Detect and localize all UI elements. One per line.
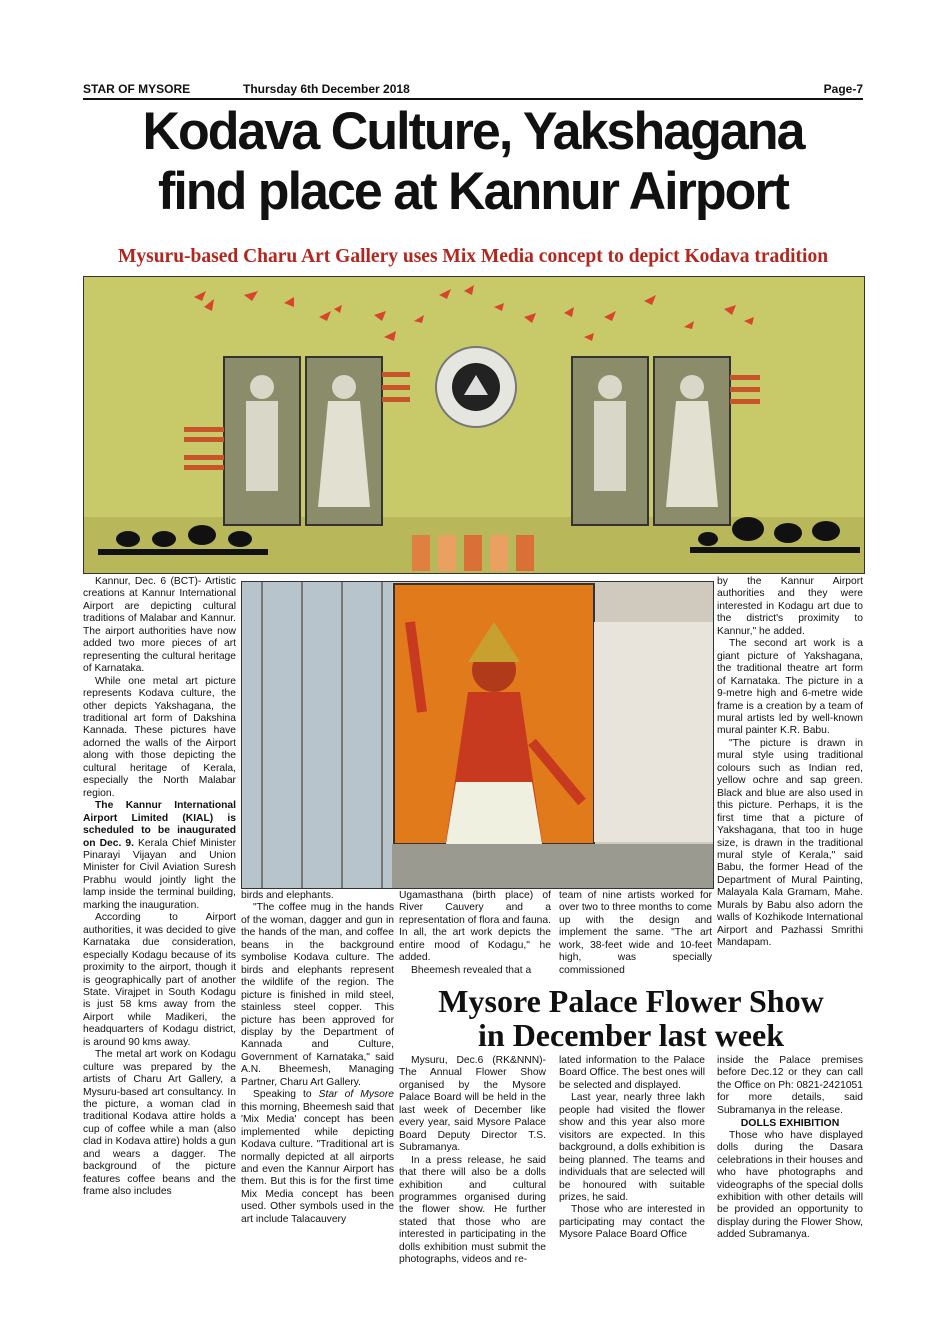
main-story-column-4 bbox=[559, 890, 712, 977]
main-headline-line1: Kodava Culture, Yakshagana bbox=[142, 102, 804, 161]
main-subheadline: Mysuru-based Charu Art Gallery uses Mix Media concept to depict Kodava tradition bbox=[117, 246, 829, 267]
paragraph: by the Kannur Airport authorities and they were interested in Kodagu art due to the district's proximity to Kannur," he added. bbox=[717, 576, 863, 637]
masthead bbox=[83, 80, 863, 98]
issue-date: Thursday 6th December 2018 bbox=[243, 82, 410, 96]
paragraph: Those who have displayed dolls during the Dasara celebrations in their houses and who have photographs and videographs of the special dolls exhibition with other details will be provided an opportunity to display during the Flower Show, added Subramanya. bbox=[717, 1129, 863, 1241]
paragraph: According to Airport authorities, it was decided to give Karnataka due consideration, especially Kodagu because of its proximity to the airport, though it is geographically part of another State. Virajpet in South Kodagu is just 58 kms away from the Airport while Madikeri, the headquarters of Kodagu district, is around 90 kms away. bbox=[83, 912, 236, 1048]
paragraph: Bheemesh revealed that a bbox=[411, 964, 532, 976]
flower-story-column-3 bbox=[717, 1055, 863, 1242]
flower-show-headline bbox=[399, 984, 863, 1052]
flower-story-column-1 bbox=[399, 1055, 546, 1267]
paragraph: lated information to the Palace Board Office. The best ones will be selected and displayed. bbox=[559, 1055, 705, 1091]
dolls-exhibition-heading: DOLLS EXHIBITION bbox=[740, 1117, 840, 1130]
kodava-wall-art-illustration bbox=[84, 277, 864, 573]
yakshagana-mural-illustration bbox=[242, 582, 713, 888]
paragraph: While one metal art picture represents Kodava culture, the other depicts Yakshagana, the traditional art form of Dakshina Kannada. These pictures have adorned the walls of the Airport along with those depicting the cultural heritage of Kerala, especially the North Malabar region. bbox=[83, 675, 236, 799]
paragraph: inside the Palace premises before Dec.12 or they can call the Office on Ph: 0821-2421051 for more details, said Subramanya in the release. bbox=[717, 1055, 863, 1116]
paragraph: birds and elephants. bbox=[241, 890, 334, 901]
paragraph: Ugamasthana (birth place) of River Cauvery and a representation of flora and fauna. In all, the art work depicts the entire mood of Kodagu," he added. bbox=[399, 890, 551, 964]
flower-show-headline-line1: Mysore Palace Flower Show bbox=[438, 983, 824, 1019]
paragraph: Last year, nearly three lakh people had visited the flower show and this year also more visitors are expected. In this background, a dolls exhibition is being planned. The teams and individuals that are selected will be honoured with suitable prizes, he said. bbox=[559, 1092, 705, 1203]
page-number: Page-7 bbox=[823, 82, 863, 96]
talacauvery-medallion bbox=[436, 347, 516, 427]
masthead-rule bbox=[83, 98, 863, 100]
publication-reference: Star of Mysore bbox=[318, 1089, 395, 1101]
main-headline-line2: find place at Kannur Airport bbox=[157, 162, 789, 221]
flower-show-headline-line2: in December last week bbox=[478, 1017, 784, 1053]
publication-name: STAR OF MYSORE bbox=[83, 82, 191, 96]
main-story-column-2 bbox=[241, 890, 394, 1226]
paragraph: In a press release, he said that there will also be a dolls exhibition and cultural programmes organised during the flower show. He further stated that those who are interested in participating in the dolls exhibition must submit the photographs, videos and re- bbox=[399, 1154, 546, 1266]
paragraph: The second art work is a giant picture of Yakshagana, the traditional theatre art form of Karnataka. The picture in a 9-metre high and 6-metre wide frame is a creation by a team of mural artists led by well-known mural painter K.R. Babu. bbox=[717, 638, 863, 737]
paragraph: Kannur, Dec. 6 (BCT)- Artistic creations at Kannur International Airport are depicting cultural traditions of Malabar and Kannur. The airport authorities have now added two more pieces of art representing the cultural heritage of Karnataka. bbox=[83, 576, 236, 675]
paragraph: The metal art work on Kodagu culture was prepared by the artists of Charu Art Gallery, a Mysuru-based art consultancy. In the picture, a woman clad in traditional Kodava attire holds a cup of coffee while a man (also clad in Kodava attire) holds a gun and wears a dagger. The background of the picture features coffee beans and the frame also includes bbox=[83, 1049, 236, 1198]
paragraph-text: Kerala Chief Minister Pinarayi Vijayan and Union Minister for Civil Aviation Suresh Prabhu would jointly light the lamp inside the terminal building, marking the inauguration. bbox=[83, 837, 236, 911]
paragraph: "The picture is drawn in mural style using traditional colours such as Indian red, yellow ochre and sap green. Black and blue are also used in this picture. Perhaps, it is the first time that a picture of Yakshagana, that too in huge size, is drawn in the traditional mural style of Kerala," said Babu, the former Head of the Department of Mural Painting, Malayala Kala Gramam, Mahe. Murals by Babu also adorn the walls of Kozhikode International Airport and Pazhassi Smrithi Mandapam. bbox=[717, 737, 863, 949]
paragraph: team of nine artists worked for over two to three months to come up with the design and implement the same. "The art work, 38-feet wide and 10-feet high, was specially commissioned bbox=[559, 890, 712, 976]
main-headline bbox=[91, 102, 855, 222]
main-story-column-5 bbox=[717, 576, 863, 950]
yakshagana-mural-photo bbox=[241, 581, 714, 889]
flower-story-column-2 bbox=[559, 1055, 705, 1242]
paragraph-text: Speaking to bbox=[253, 1089, 319, 1101]
main-story-column-3 bbox=[399, 890, 551, 977]
paragraph: "The coffee mug in the hands of the woman, dagger and gun in the hands of the man, and coffee beans in the background symbolise Kodava culture. The birds and elephants represent the wildlife of the region. The picture is finished in mild steel, stainless steel copper. This picture has been approved for display by the Department of Kannada and Culture, Government of Karnataka," said A.N. Bheemesh, Managing Partner, Charu Art Gallery. bbox=[241, 902, 394, 1088]
kial-inauguration-bold: The Kannur International Airport Limited (KIAL) is scheduled to be inaugurated on Dec. 9. bbox=[83, 800, 236, 849]
main-story-column-1 bbox=[83, 576, 236, 1199]
paragraph bbox=[241, 1089, 394, 1226]
paragraph: Those who are interested in participating may contact the Mysore Palace Board Office bbox=[559, 1204, 705, 1241]
paragraph-text: this morning, Bheemesh said that 'Mix Media' concept has been implemented while depicting Kodava culture. "Traditional art is normally depicted at all airports and even the Kannur Airport has them. But this is for the first time Mix Media concept has been used. Other symbols used in the art include Talacauvery bbox=[241, 1101, 394, 1225]
paragraph bbox=[83, 800, 236, 912]
kodava-wall-art-photo bbox=[83, 276, 865, 574]
paragraph: Mysuru, Dec.6 (RK&NNN)- The Annual Flower Show organised by the Mysore Palace Board will be held in the last week of December like every year, said Mysore Palace Board Deputy Director T.S. Subramanya. bbox=[399, 1055, 546, 1154]
